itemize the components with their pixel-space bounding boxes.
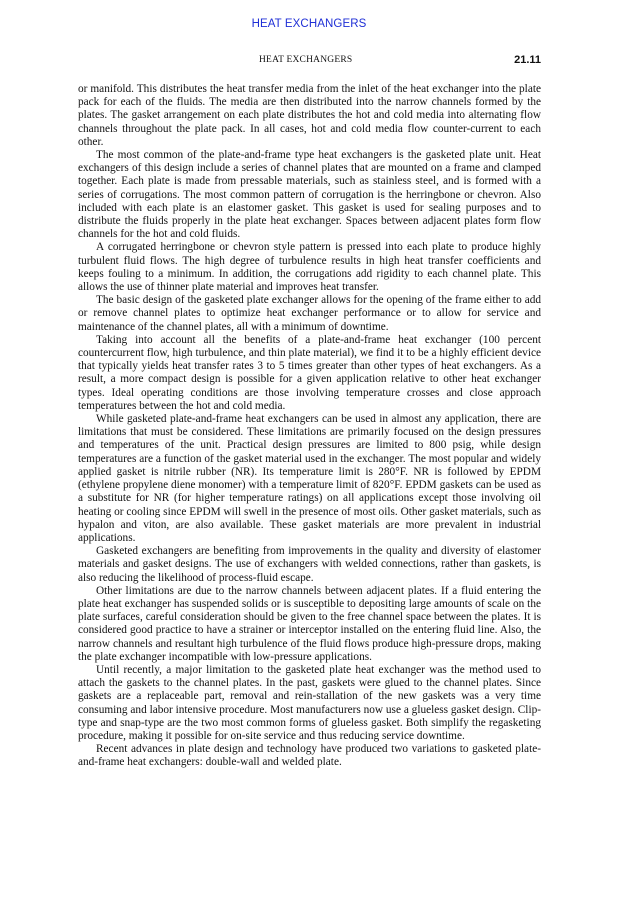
paragraph-continuation: or manifold. This distributes the heat transfer media from the inlet of the heat exchanger into the plate pack for each of the fluids. The media are then distributed into the narrow channels formed by the plates. The gasket arrangement on each plate distributes the hot and cold media into alternating flow channels throughout the plate pack. In all cases, hot and cold media flow counter-current to each other.	[78, 83, 541, 148]
paragraph: A corrugated herringbone or chevron style pattern is pressed into each plate to produce highly turbulent fluid flows. The high degree of turbulence results in high heat transfer coefficients and keeps fouling to a minimum. In addition, the corrugations add rigidity to each channel plate. This allows the use of thinner plate material and improves heat transfer.	[78, 241, 541, 294]
paragraph: Until recently, a major limitation to the gasketed plate heat exchanger was the method used to attach the gaskets to the channel plates. In the past, gaskets were glued to the channel plates. Since gaskets are a replaceable part, removal and rein-stallation of the new gaskets was a very time consuming and labor intensive procedure. Most manufacturers now use a glueless gasket design. Clip-type and snap-type are the two most common forms of glueless gasket. Both simplify the regasketing procedure, making it possible for on-site service and thus reducing service downtime.	[78, 663, 541, 742]
paragraph: The basic design of the gasketed plate exchanger allows for the opening of the frame either to add or remove channel plates to optimize heat exchanger performance or to allow for service and maintenance of the channel plates, all with a minimum of downtime.	[78, 294, 541, 333]
paragraph: The most common of the plate-and-frame type heat exchangers is the gasketed plate unit. Heat exchangers of this design include a series of channel plates that are mounted on a frame and clamped together. Each plate is made from pressable materials, such as stainless steel, and is formed with a series of corrugations. The most common pattern of corrugation is the herringbone or chevron. Also included with each plate is an elastomer gasket. This gasket is used for sealing purposes and to distribute the fluids properly in the plate heat exchanger. Spaces between adjacent plates form flow channels for the hot and cold fluids.	[78, 149, 541, 241]
body-text	[78, 83, 541, 770]
paragraph: While gasketed plate-and-frame heat exchangers can be used in almost any application, there are limitations that must be considered. These limitations are primarily focused on the design pressures and temperatures of the unit. Practical design pressures are limited to 800 psig, while design temperatures are a function of the gasket material used in the exchanger. The most popular and widely applied gasket is nitrile rubber (NR). Its temperature limit is 280°F. NR is followed by EPDM (ethylene propylene diene monomer) with a temperature limit of 820°F. EPDM gaskets can be used as a substitute for NR (for higher temperature ratings) on all applications except those involving oil heating or cooling since EPDM will swell in the presence of most oils. Other gasket materials, such as hypalon and viton, are also available. These gasket materials are more prevalent in industrial applications.	[78, 413, 541, 544]
page-banner-title: HEAT EXCHANGERS	[251, 18, 367, 30]
paragraph: Recent advances in plate design and technology have produced two variations to gasketed plate-and-frame heat exchangers: double-wall and welded plate.	[78, 743, 541, 769]
page-number: 21.11	[514, 54, 541, 66]
running-head: HEAT EXCHANGERS	[259, 55, 353, 65]
paragraph: Other limitations are due to the narrow channels between adjacent plates. If a fluid entering the plate heat exchanger has suspended solids or is susceptible to depositing large amounts of scale on the plate surfaces, careful consideration should be given to the free channel space between the plates. It is considered good practice to have a strainer or interceptor installed on the entering fluid line. Also, the narrow channels and resultant high turbulence of the fluid flows produce high-pressure drops, making the plate exchanger incompatible with low-pressure applications.	[78, 584, 541, 663]
paragraph: Gasketed exchangers are benefiting from improvements in the quality and diversity of elastomer materials and gasket designs. The use of exchangers with welded connections, rather than gaskets, is also reducing the likelihood of process-fluid escape.	[78, 545, 541, 584]
paragraph: Taking into account all the benefits of a plate-and-frame heat exchanger (100 percent countercurrent flow, high turbulence, and thin plate material), we find it to be a highly efficient device that typically yields heat transfer rates 3 to 5 times greater than other types of heat exchangers. As a result, a more compact design is possible for a given application relative to other heat exchanger types. Ideal operating conditions are those involving temperature crosses and close approach temperatures between the hot and cold media.	[78, 333, 541, 412]
